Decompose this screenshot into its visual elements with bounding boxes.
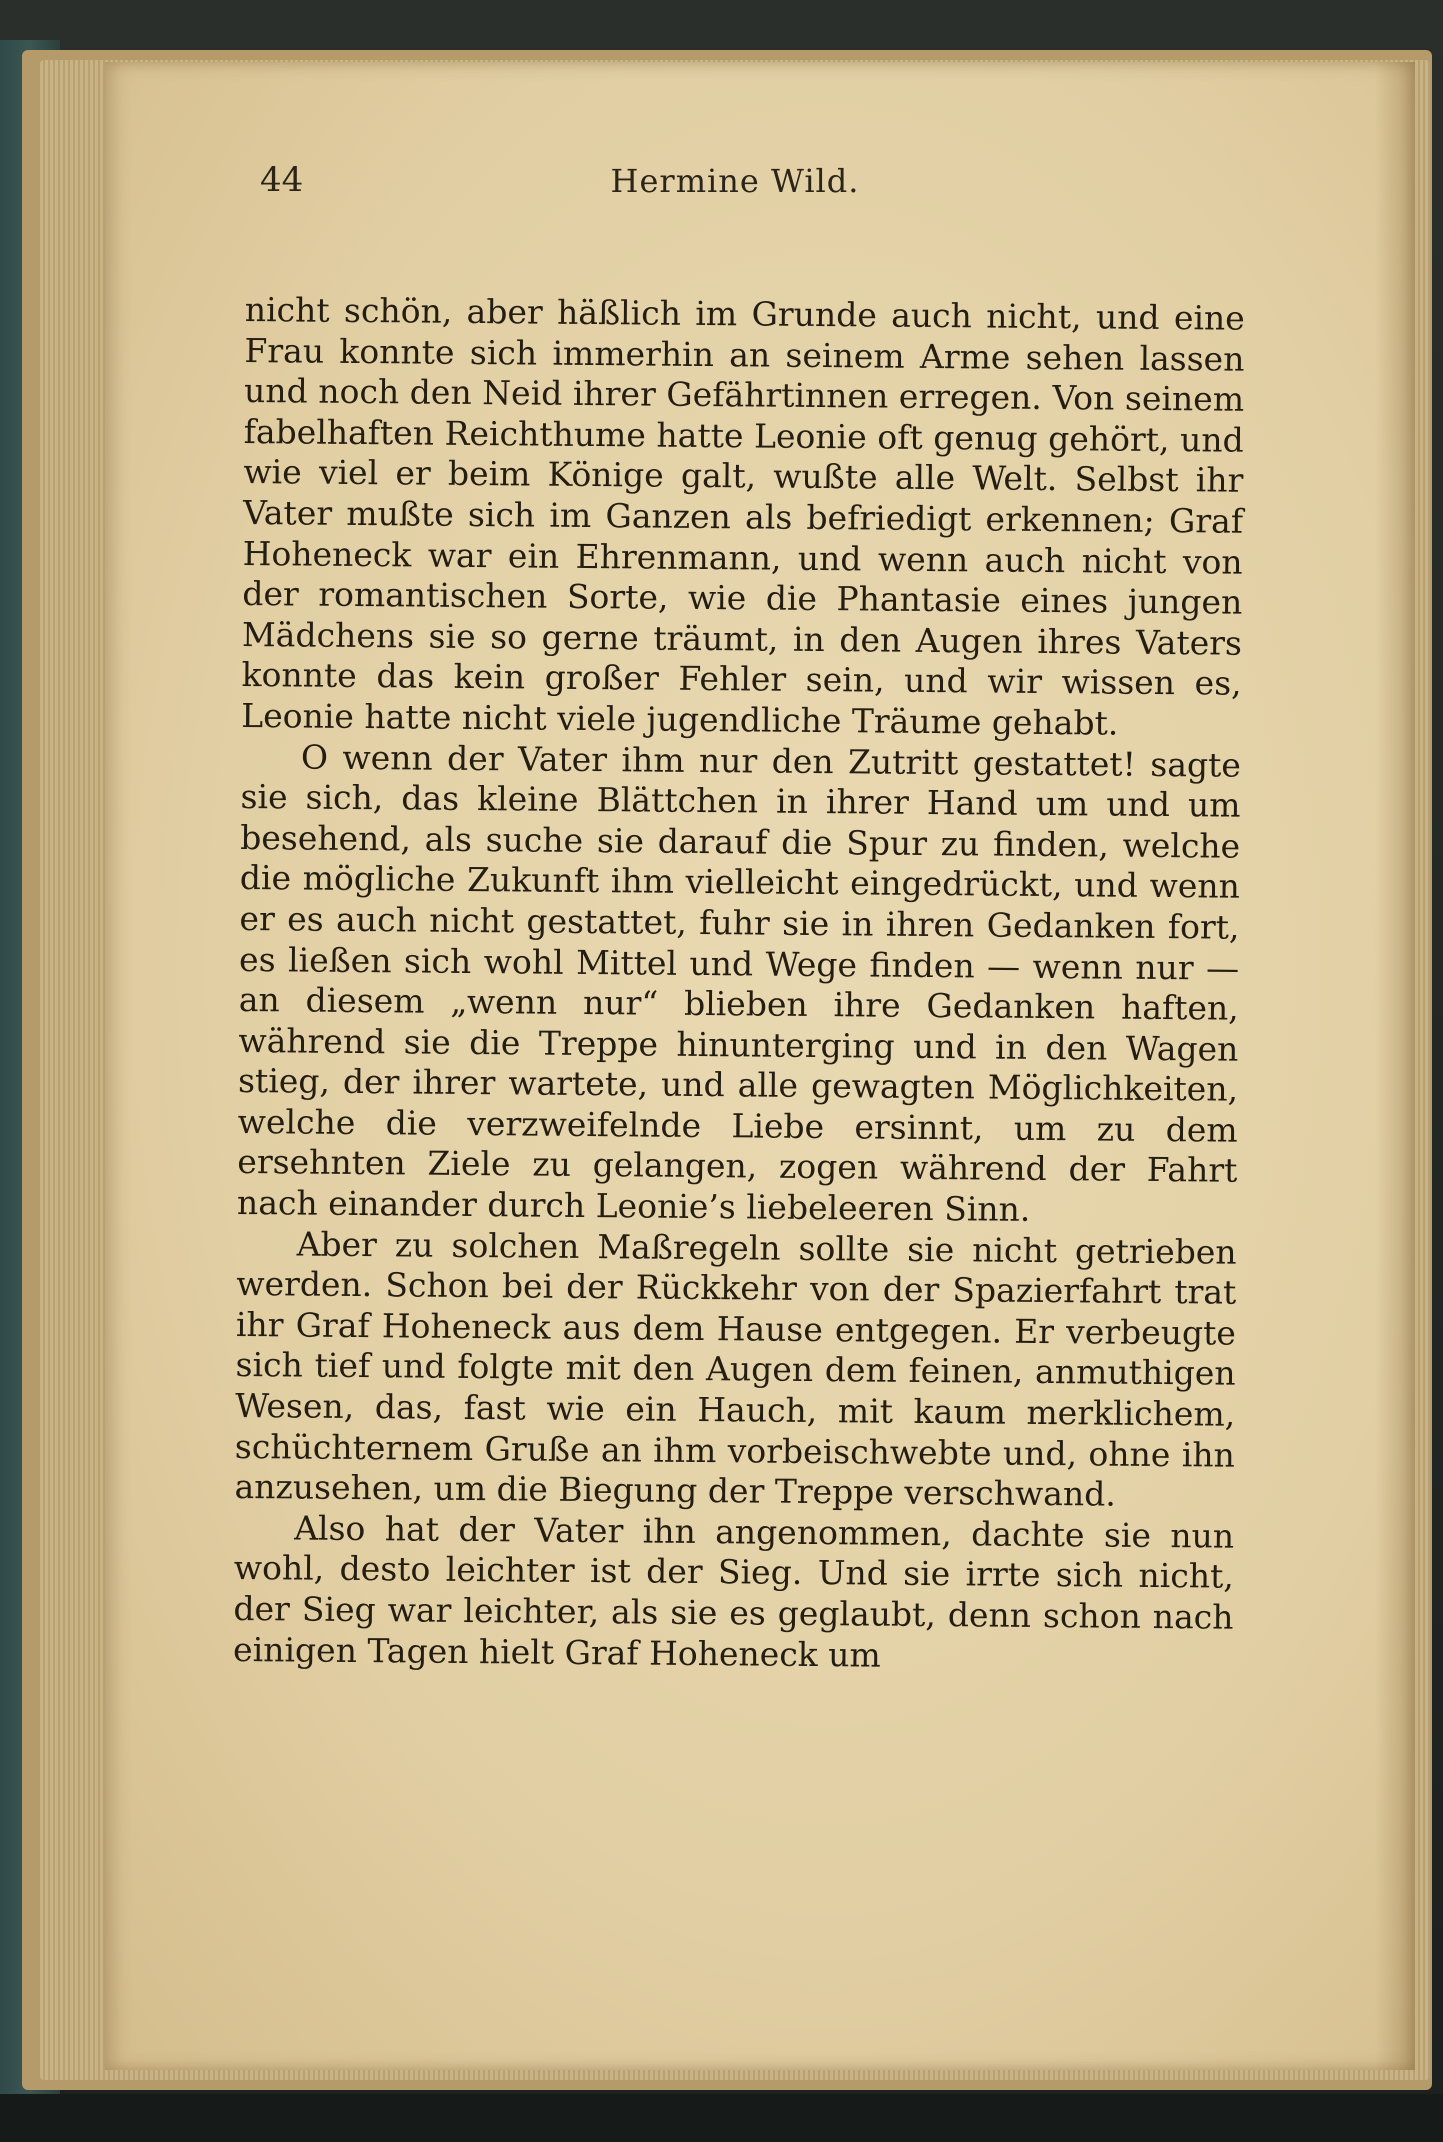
spine-shadow: [1375, 62, 1415, 2070]
running-title: Hermine Wild.: [610, 162, 860, 200]
paragraph-2: O wenn der Vater ihm nur den Zutritt gestattet! sagte sie sich, das kleine Blättchen in ihrer Hand um und um besehend, als suche sie darauf die Spur zu finden, welche die mögliche Zukunft ihm vielleicht eingedrückt, und wenn er es auch nicht gestattet, fuhr sie in ihren Gedanken fort, es ließen sich wohl Mittel und Wege finden — wenn nur — an diesem „wenn nur“ blieben ihre Gedanken haften, während sie die Treppe hinunterging und in den Wagen stieg, der ihrer wartete, und alle gewagten Möglichkeiten, welche die verzweifelnde Liebe ersinnt, um zu dem ersehnten Ziele zu gelangen, zogen während der Fahrt nach einander durch Leonie’s liebeleeren Sinn.: [236, 737, 1242, 1229]
paragraph-1: nicht schön, aber häßlich im Grunde auch nicht, und eine Frau konnte sich immerhin an seinem Arme sehen lassen und noch den Neid ihrer Gefährtinnen erregen. Von seinem fabelhaften Reichthume hatte Leonie oft genug gehört, und wie viel er beim Könige galt, wußte alle Welt. Selbst ihr Vater mußte sich im Ganzen als befriedigt erkennen; Graf Hoheneck war ein Ehrenmann, und wenn auch nicht von der romantischen Sorte, wie die Phantasie eines jungen Mädchens sie so gerne träumt, in den Augen ihres Vaters konnte das kein großer Fehler sein, und wir wissen es, Leonie hatte nicht viele jugendliche Träume gehabt.: [241, 290, 1245, 743]
page-number: 44: [260, 160, 304, 200]
scan-bottom-edge: [0, 2094, 1443, 2142]
running-head: [260, 160, 1210, 230]
paragraph-4: Also hat der Vater ihn angenommen, dachte sie nun wohl, desto leichter ist der Sieg. Und sie irrte sich nicht, der Sieg war leichter, als sie es geglaubt, denn schon nach einigen Tagen hielt Graf Hoheneck um: [232, 1508, 1235, 1675]
body-text: [233, 290, 1245, 1679]
paragraph-3: Aber zu solchen Maßregeln sollte sie nicht getrieben werden. Schon bei der Rückkehr von der Spazierfahrt trat ihr Graf Hoheneck aus dem Hause entgegen. Er verbeugte sich tief und folgte mit den Augen dem feinen, anmuthigen Wesen, das, fast wie ein Hauch, mit kaum merklichem, schüchternem Gruße an ihm vorbeischwebte und, ohne ihn anzusehen, um die Biegung der Treppe verschwand.: [234, 1224, 1237, 1514]
